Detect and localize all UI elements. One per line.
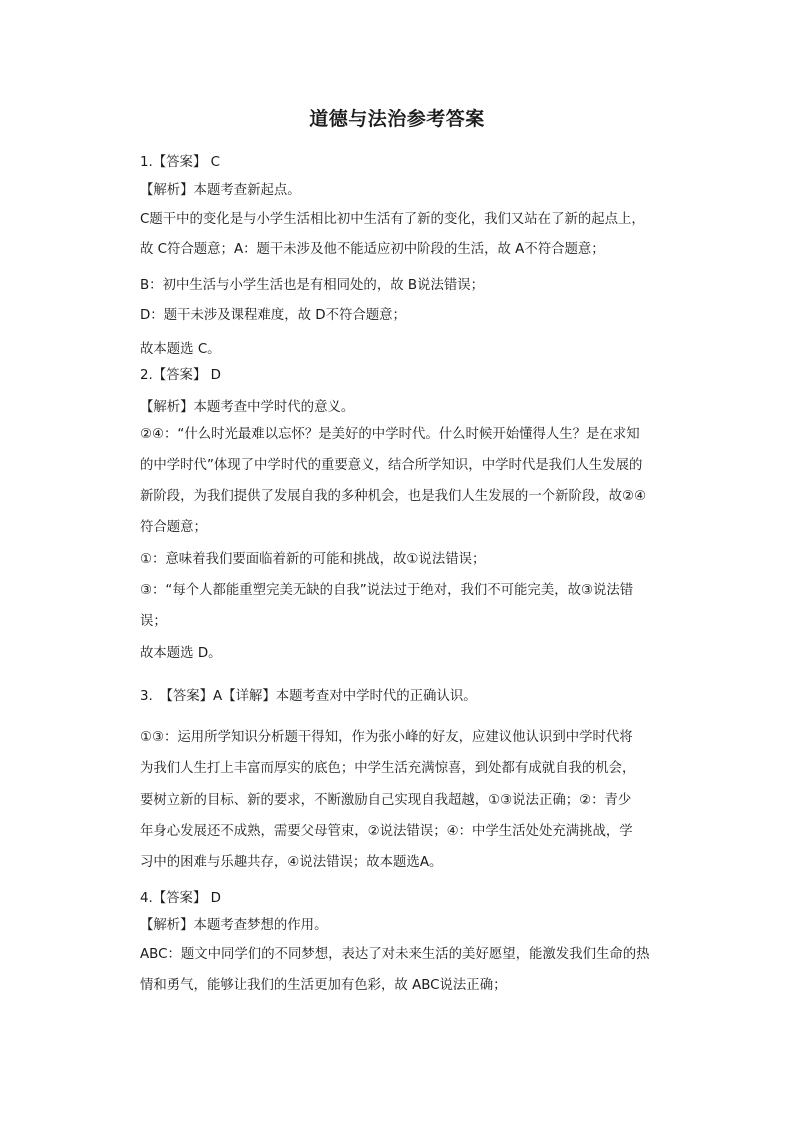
answer-line: 的中学时代”体现了中学时代的重要意义，结合所学知识，中学时代是我们人生发展的 [140, 458, 643, 473]
answer-line: ABC：题文中同学们的不同梦想，表达了对未来生活的美好愿望，能激发我们生命的热 [140, 947, 650, 962]
answer-line: 习中的困难与乐趣共存，④说法错误；故本题选A。 [140, 855, 443, 870]
answer-line: 故 C符合题意；A：题干未涉及他不能适应初中阶段的生活，故 A不符合题意； [140, 242, 605, 257]
answer-line: B：初中生活与小学生活也是有相同处的，故 B说法错误； [140, 278, 485, 293]
answer-line: 1.【答案】 C [140, 155, 220, 170]
answer-line: 2.【答案】 D [140, 368, 221, 383]
page-title: 道德与法治参考答案 [309, 108, 485, 130]
answer-line: 【解析】本题考查中学时代的意义。 [140, 400, 355, 415]
answer-line: 【解析】本题考查新起点。 [140, 183, 301, 198]
answer-line: ②④：“什么时光最难以忘怀？是美好的中学时代。什么时候开始懂得人生？是在求知 [140, 427, 640, 442]
answer-line: ③：“每个人都能重塑完美无缺的自我”说法过于绝对，我们不可能完美，故③说法错 [140, 583, 634, 598]
answer-line: 故本题选 C。 [140, 342, 221, 357]
answer-line: ①：意味着我们要面临着新的可能和挑战，故①说法错误； [140, 552, 486, 567]
answer-line: 符合题意； [140, 520, 207, 535]
answer-line: ①③：运用所学知识分析题干得知，作为张小峰的好友，应建议他认识到中学时代将 [140, 730, 633, 745]
answer-line: 为我们人生打上丰富而厚实的底色；中学生活充满惊喜，到处都有成就自我的机会， [140, 761, 636, 776]
answer-line: D：题干未涉及课程难度，故 D不符合题意； [140, 308, 406, 323]
answer-line: 要树立新的目标、新的要求，不断激励自己实现自我超越，①③说法正确；②：青少 [140, 793, 632, 808]
answer-line: 年身心发展还不成熟，需要父母管束，②说法错误；④：中学生活处处充满挑战，学 [140, 824, 633, 839]
answer-line: C题干中的变化是与小学生活相比初中生活有了新的变化，我们又站在了新的起点上， [140, 212, 645, 227]
answer-line: 误； [140, 614, 167, 629]
answer-line: 新阶段，为我们提供了发展自我的多种机会，也是我们人生发展的一个新阶段，故②④ [140, 489, 647, 504]
answer-line: 情和勇气，能够让我们的生活更加有色彩，故 ABC说法正确； [140, 978, 507, 993]
answer-line: 【解析】本题考查梦想的作用。 [140, 918, 328, 933]
answer-line: 故本题选 D。 [140, 646, 222, 661]
answer-line: 3. 【答案】A【详解】本题考查对中学时代的正确认识。 [140, 689, 477, 704]
answer-line: 4.【答案】 D [140, 891, 221, 906]
